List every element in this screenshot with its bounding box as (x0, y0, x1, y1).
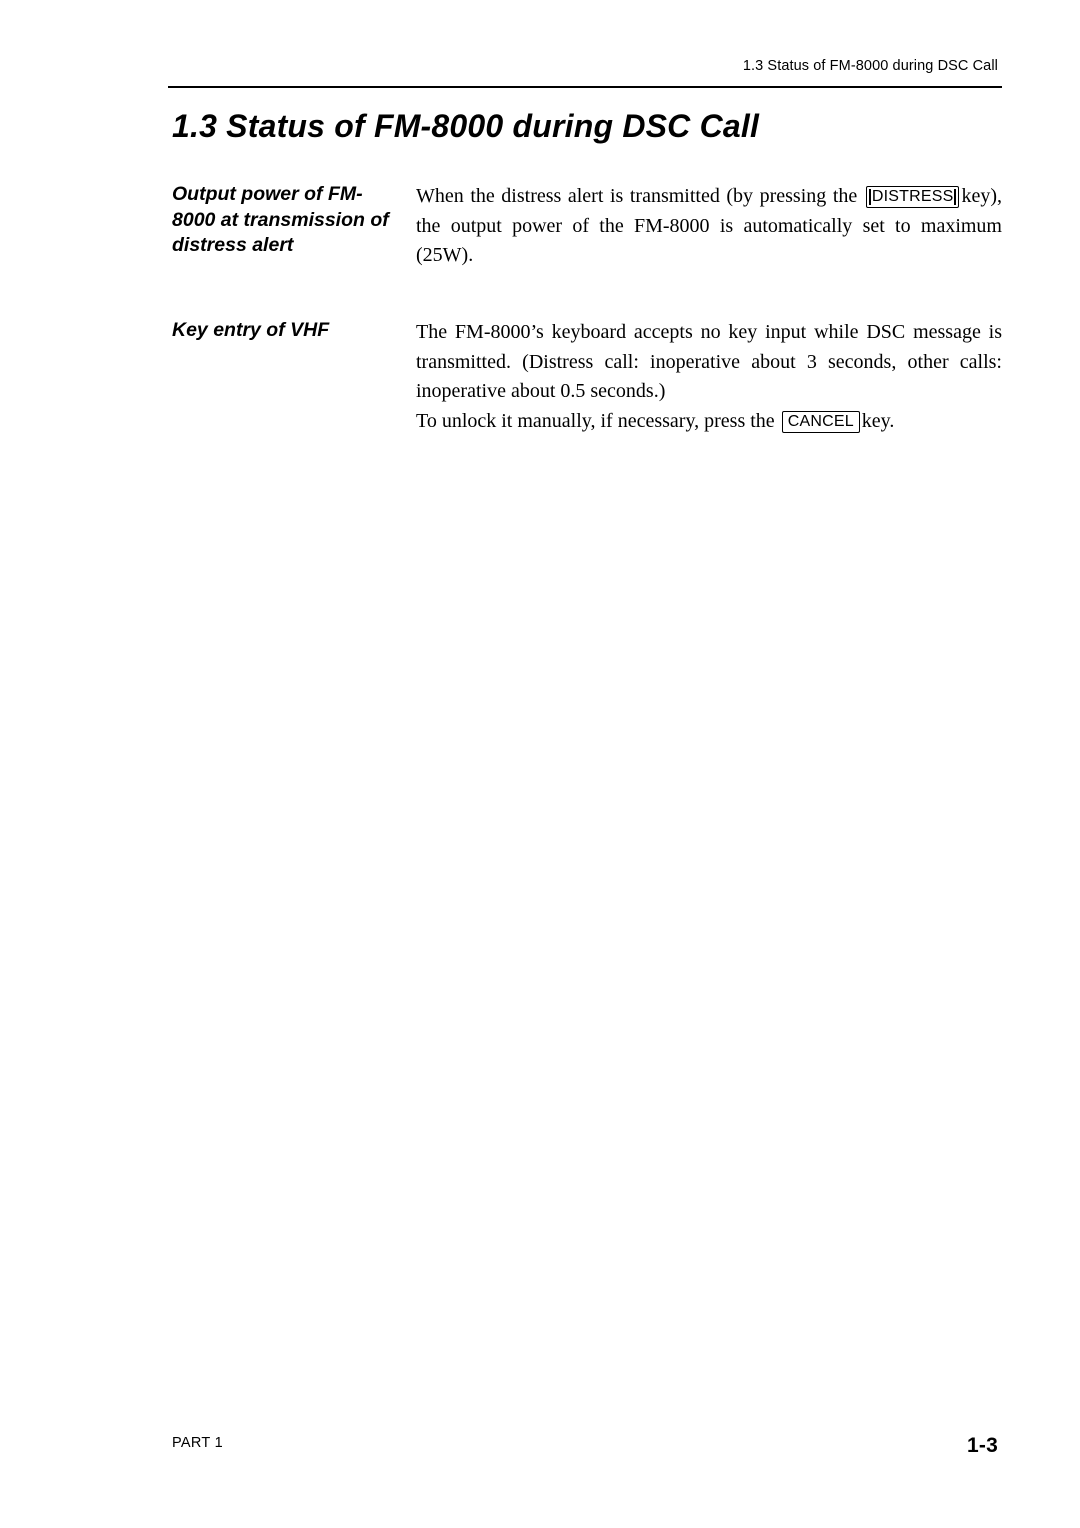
paragraph: The FM-8000’s keyboard accepts no key input while DSC message is transmitted. (Distress call: inoperative about 3 seconds, other calls: inoperative about 0.5 seconds.) (416, 321, 1002, 402)
running-header: 1.3 Status of FM-8000 during DSC Call (742, 58, 998, 74)
paragraph-lead: When the distress alert is transmitted (by pressing the (416, 185, 858, 207)
paragraph (416, 407, 1002, 437)
block-body (416, 318, 1002, 436)
content-block-key-entry (172, 318, 1002, 436)
cancel-key-cap: CANCEL (782, 411, 860, 433)
block-body (416, 182, 1002, 271)
paragraph-tail: key. (861, 409, 895, 432)
paragraph-tail: key), the output power of the FM-8000 is automatically set to maximum (25W). (416, 185, 1002, 266)
block-term-label: Key entry of VHF (172, 319, 330, 341)
block-term-label: Output power of FM-8000 at transmission of distress alert (172, 183, 389, 256)
page-title: 1.3 Status of FM-8000 during DSC Call (172, 108, 760, 144)
footer-part-label: PART 1 (172, 1435, 223, 1451)
content-block-output-power (172, 182, 1002, 271)
paragraph-lead: To unlock it manually, if necessary, press the (416, 409, 775, 432)
paragraph (416, 182, 1002, 271)
distress-key-cap: DISTRESS (866, 186, 960, 208)
footer-page-number: 1-3 (967, 1434, 998, 1457)
header-divider (168, 86, 1002, 88)
